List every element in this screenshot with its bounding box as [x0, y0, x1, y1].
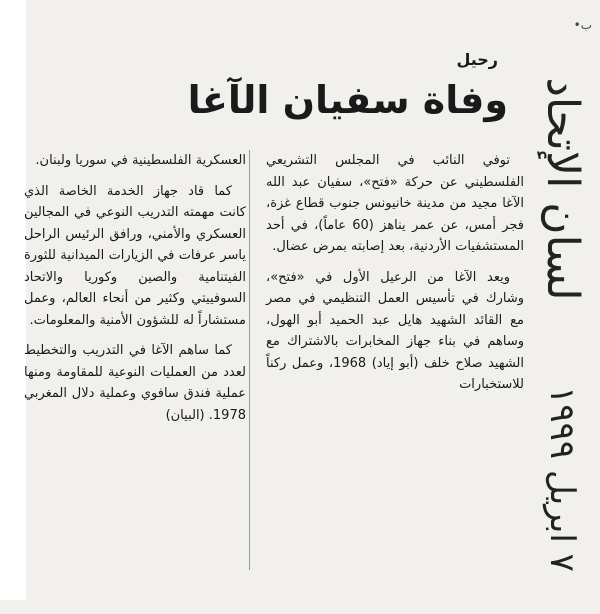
paragraph: كما ساهم الآغا في التدريب والتخطيط لعدد من العمليات النوعية للمقاومة ومنها عملية فندق سافوي وعملية دلال المغربي 1978. (البيان): [24, 343, 246, 423]
article-column-right: [266, 150, 524, 405]
paragraph: العسكرية الفلسطينية في سوريا ولبنان.: [35, 153, 246, 168]
article-column-left: [24, 150, 246, 435]
article-headline: وفاة سفيان الآغا: [187, 78, 508, 122]
newspaper-name: لسان الإتحاد: [537, 77, 588, 301]
scan-border: [0, 0, 26, 600]
publication-date: ٧ ابريل ١٩٩٩: [542, 386, 582, 572]
paragraph: توفي النائب في المجلس التشريعي الفلسطيني عن حركة «فتح»، سفيان عبد الله الآغا مجيد من مدينة خانيونس جنوب قطاع غزة، فجر أمس، عن عمر يناهز (60 عاماً)، في أحد المستشفيات الأردنية، بعد إصابته بمرض عضال.: [266, 153, 524, 254]
paragraph: ويعد الآغا من الرعيل الأول في «فتح»، وشارك في تأسيس العمل التنظيمي في مصر مع القائد الشهيد هايل عبد الحميد أبو الهول، وساهم في بناء جهاز المخابرات بالاشتراك مع الشهيد صلاح خلف (أبو إياد) 1968، وعمل ركناً للاستخبارات: [266, 269, 524, 392]
article-kicker: رحيل: [456, 50, 498, 69]
paragraph: كما قاد جهاز الخدمة الخاصة الذي كانت مهمته التدريب النوعي في المجالين العسكري والأمني، ورافق الرئيس الراحل ياسر عرفات في الزيارات الميدانية للثورة الفيتنامية والصين وكوريا والاتحاد السوفييتي وكثير من أنحاء العالم، وعمل مستشاراً له للشؤون الأمنية والمعلومات.: [24, 183, 246, 328]
masthead: [532, 4, 596, 596]
masthead-mark: •ب: [573, 18, 592, 32]
column-divider: [249, 150, 250, 570]
